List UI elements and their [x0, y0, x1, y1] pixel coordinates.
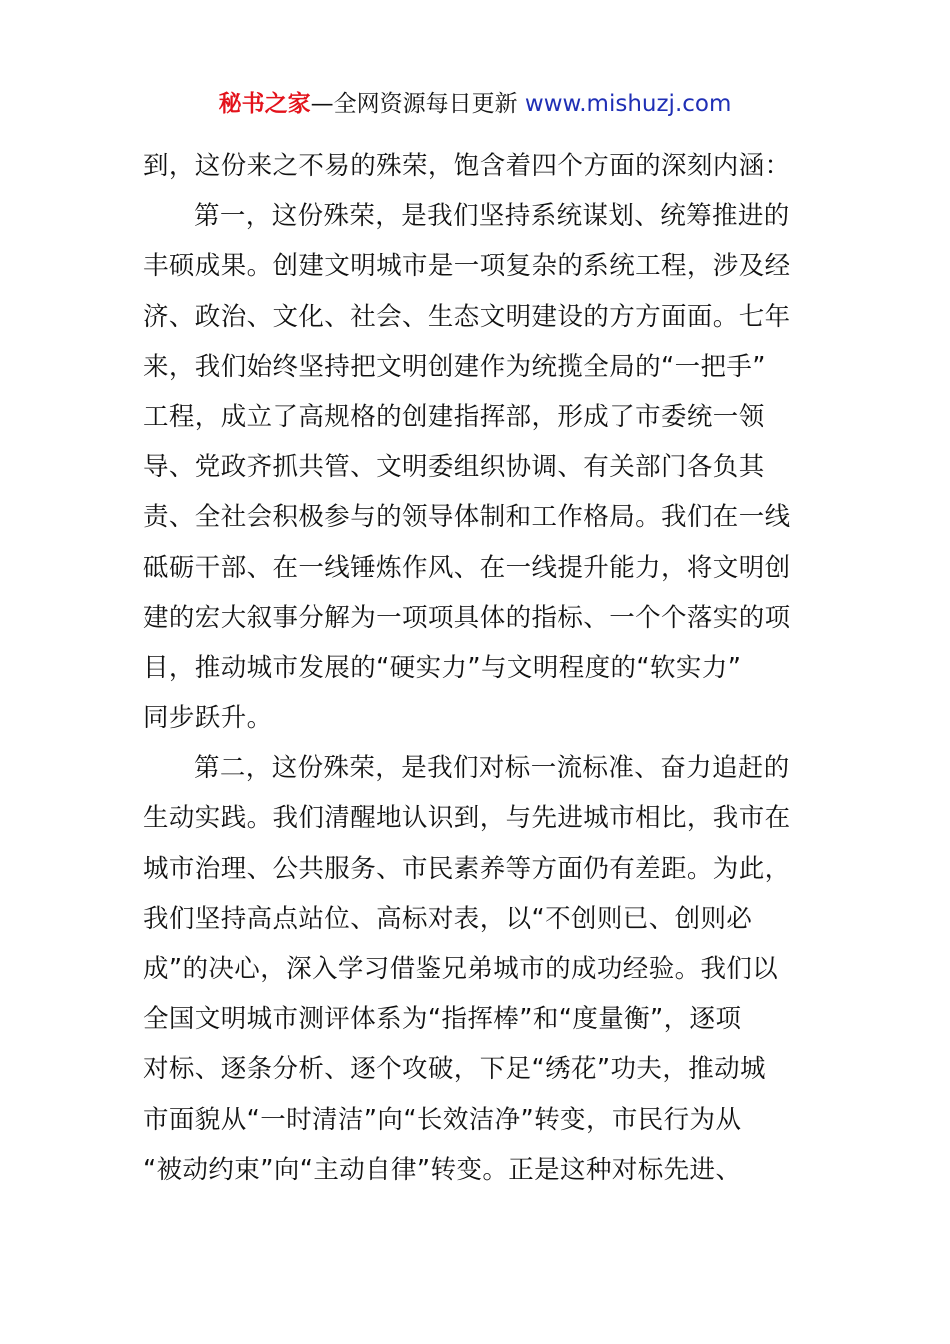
text-line: “被动约束”向“主动自律”转变。正是这种对标先进、: [143, 1154, 742, 1185]
text-line: 城市治理、公共服务、市民素养等方面仍有差距。为此，: [143, 853, 791, 884]
text-line: 市面貌从“一时清洁”向“长效洁净”转变，市民行为从: [143, 1104, 742, 1135]
text-line: 来，我们始终坚持把文明创建作为统揽全局的“一把手”: [143, 351, 766, 382]
header-tagline: —全网资源每日更新: [310, 91, 525, 117]
text-line: 丰硕成果。创建文明城市是一项复杂的系统工程，涉及经: [143, 251, 791, 282]
brand-name: 秘书之家: [218, 91, 311, 117]
document-body: [143, 141, 813, 1195]
page-header: [0, 86, 950, 122]
text-line: 同步跃升。: [143, 703, 273, 734]
paragraph-first-line: 第二，这份殊荣，是我们对标一流标准、奋力追赶的: [194, 753, 790, 784]
text-line: 责、全社会积极参与的领导体制和工作格局。我们在一线: [143, 502, 791, 533]
paragraph-first-line: 第一，这份殊荣，是我们坚持系统谋划、统筹推进的: [194, 201, 790, 232]
website-link[interactable]: www.mishuzj.com: [524, 91, 732, 117]
text-line: 导、党政齐抓共管、文明委组织协调、有关部门各负其: [143, 452, 765, 483]
text-line: 济、政治、文化、社会、生态文明建设的方方面面。七年: [143, 301, 791, 332]
text-line: 对标、逐条分析、逐个攻破，下足“绣花”功夫，推动城: [143, 1054, 766, 1085]
text-line: 工程，成立了高规格的创建指挥部，形成了市委统一领: [143, 401, 765, 432]
text-line: 目，推动城市发展的“硬实力”与文明程度的“软实力”: [143, 652, 742, 683]
text-line: 我们坚持高点站位、高标对表，以“不创则已、创则必: [143, 903, 753, 934]
text-line: 全国文明城市测评体系为“指挥棒”和“度量衡”，逐项: [143, 1004, 742, 1035]
text-line: 建的宏大叙事分解为一项项具体的指标、一个个落实的项: [143, 602, 791, 633]
text-line: 砥砺干部、在一线锤炼作风、在一线提升能力，将文明创: [143, 552, 791, 583]
text-line: 生动实践。我们清醒地认识到，与先进城市相比，我市在: [143, 803, 791, 834]
text-line: 到，这份来之不易的殊荣，饱含着四个方面的深刻内涵：: [143, 151, 791, 181]
text-line: 成”的决心，深入学习借鉴兄弟城市的成功经验。我们以: [143, 954, 779, 984]
